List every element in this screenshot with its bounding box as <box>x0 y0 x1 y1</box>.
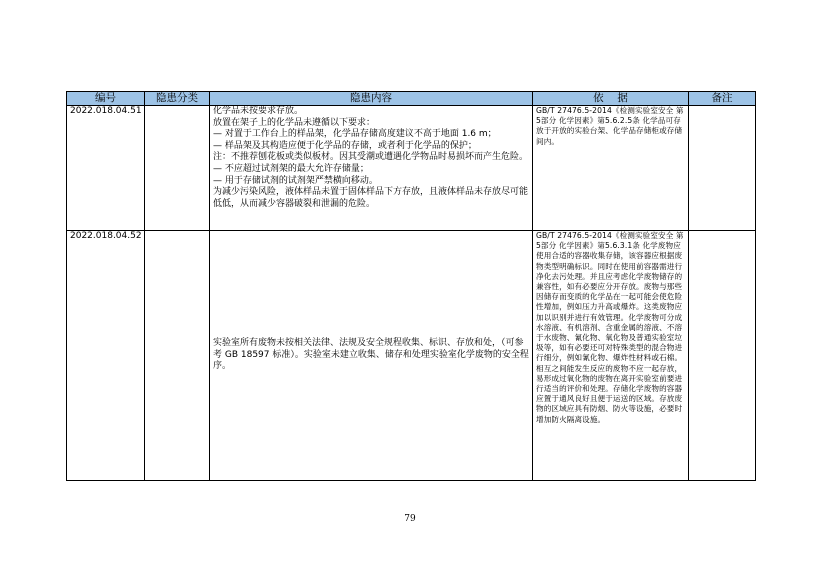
content-line: — 样品架及其构造应便于化学品的存储，或者利于化学品的保护； <box>213 140 477 151</box>
hazard-table <box>66 91 756 481</box>
header-basis: 依 据 <box>533 92 689 106</box>
content-line: — 对置于工作台上的样品架，化学品存储高度建议不高于地面 1.6 m； <box>213 129 497 140</box>
table-row <box>67 106 756 231</box>
row-remarks-cell <box>689 106 756 231</box>
content-line: 注：不推荐刨花板或类似板材。因其受潮或遭遇化学物品时易损坏而产生危险。 <box>213 152 529 163</box>
row-basis-cell: GB/T 27476.5-2014《检测实验室安全 第5部分 化学因素》第5.6.2.5条 化学品可存放于开放的实验台架、化学品存储柜或存储间内。 <box>533 106 689 231</box>
row-category-cell <box>145 106 210 231</box>
row-content-cell <box>210 231 533 481</box>
content-line: — 用于存储试剂的试剂架严禁横向移动。 <box>213 175 378 186</box>
header-content: 隐患内容 <box>210 92 533 106</box>
content-line: 为减少污染风险，液体样品未置于固体样品下方存放，且液体样品未存放尽可能低低，从而减少容器破裂和泄漏的危险。 <box>213 187 529 209</box>
row-basis-cell: GB/T 27476.5-2014《检测实验室安全 第5部分 化学因素》第5.6.3.1条 化学废物应使用合适的容器收集存储，该容器应根据废物类型明确标识。同时在使用前容器需进行净化去污处理。并且应考虑化学废物储存的兼容性，如有必要应分开存放。废物与那些因储存而变质的化学品在一起可能会使危险性增加，例如压力升高或爆炸。这类废物应加以识别并进行有效管理。化学废物可分成水溶液、有机溶剂、含重金属的溶液、不溶于水废物、氰化物、氧化物及普通实验室垃圾等，如有必要还可对特殊类型的混合物进行细分，例如氰化物、爆炸性材料或石棉。相互之间能发生反应的废物不应一起存放，易形成过氧化物的废物在离开实验室前要进行适当的评价和处理。存储化学废物的容器应置于通风良好且便于运送的区域。存放废物的区域应具有防烟、防火等设施，必要时增加防火隔离设施。 <box>533 231 689 481</box>
header-category: 隐患分类 <box>145 92 210 106</box>
content-line: — 不应超过试剂架的最大允许存储量； <box>213 163 369 174</box>
row-content-cell <box>210 106 533 231</box>
row-number-cell: 2022.018.04.52 <box>67 231 145 481</box>
row-remarks-cell <box>689 231 756 481</box>
row-number-cell: 2022.018.04.51 <box>67 106 145 231</box>
row-category-cell <box>145 231 210 481</box>
content-line: 放置在架子上的化学品未遵循以下要求： <box>213 117 376 128</box>
page-number: 79 <box>404 514 416 524</box>
header-remarks: 备注 <box>689 92 756 106</box>
header-number: 编号 <box>67 92 145 106</box>
table-row <box>67 231 756 481</box>
content-line: 实验室所有废物未按相关法律、法规及安全规程收集、标识、存放和处，（可参考 GB 18597 标准）。实验室未建立收集、储存和处理实验室化学废物的安全程序。 <box>213 338 529 372</box>
table-header-row <box>67 92 756 106</box>
content-line: 化学品未按要求存放。 <box>213 106 304 116</box>
